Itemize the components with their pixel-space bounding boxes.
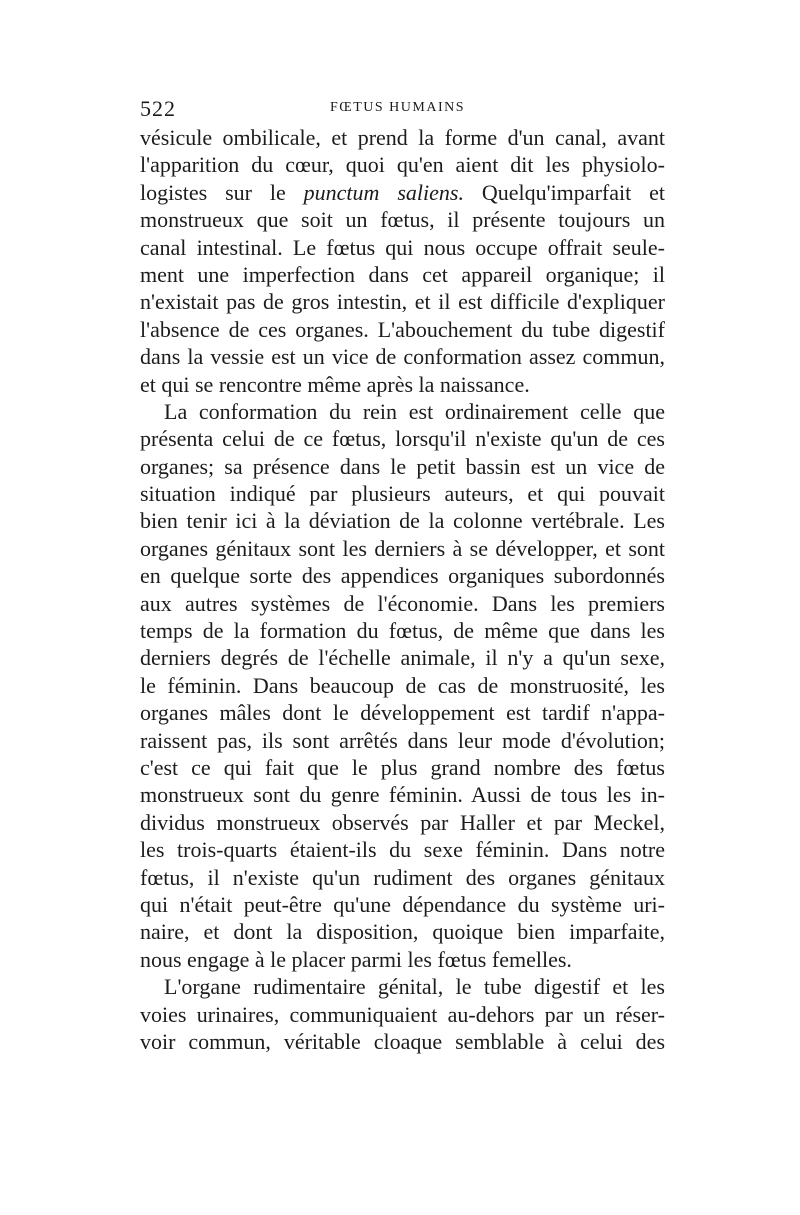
text-line [140,699,665,726]
text-line [140,562,665,589]
text-segment: canal intestinal. Le fœtus qui nous occupe offrait seule- [140,234,665,260]
text-segment: présenta celui de ce fœtus, lorsqu'il n'existe qu'un de ces [140,426,665,452]
text-line [140,754,665,781]
text-line [140,179,665,206]
text-line [140,316,665,343]
text-segment: monstrueux sont du genre féminin. Aussi de tous les in- [140,782,665,808]
text-segment: situation indiqué par plusieurs auteurs, et qui pouvait [140,481,665,507]
text-line [140,727,665,754]
text-segment: vésicule ombilicale, et prend la forme d'un canal, avant [140,125,665,150]
text-line [140,644,665,671]
text-segment: logistes sur le [140,179,304,205]
text-segment: naire, et dont la disposition, quoique bien imparfaite, [140,919,665,945]
text-segment: derniers degrés de l'échelle animale, il n'y a qu'un sexe, [140,645,665,671]
page-number: 522 [140,96,176,121]
text-line [140,288,665,315]
italic-text: punctum saliens. [303,179,464,205]
text-segment: monstrueux que soit un fœtus, il présente toujours un [140,207,665,233]
text-segment: L'organe rudimentaire génital, le tube digestif et les [164,974,665,1000]
text-line [140,946,665,973]
text-segment: c'est ce qui fait que le plus grand nombre des fœtus [140,754,665,780]
text-line [140,507,665,534]
text-segment: voies urinaires, communiquaient au-dehors par un réser- [140,1001,665,1027]
text-segment: l'absence de ces organes. L'abouchement du tube digestif [140,316,665,342]
body-text [140,124,665,1055]
text-line [140,343,665,370]
text-line [140,918,665,945]
text-segment: n'existait pas de gros intestin, et il est difficile d'expliquer [140,289,665,315]
text-line [140,672,665,699]
text-segment: qui n'était peut-être qu'une dépendance du système uri- [140,891,665,917]
text-segment: les trois-quarts étaient-ils du sexe féminin. Dans notre [140,837,665,863]
text-segment: le féminin. Dans beaucoup de cas de monstruosité, les [140,672,665,698]
text-segment: raissent pas, ils sont arrêtés dans leur mode d'évolution; [140,727,665,753]
text-segment: voir commun, véritable cloaque semblable à celui des [140,1028,665,1054]
text-segment: La conformation du rein est ordinairement celle que [164,398,665,424]
text-line [140,480,665,507]
text-line [140,617,665,644]
text-segment: organes; sa présence dans le petit bassin est un vice de [140,453,665,479]
text-segment: bien tenir ici à la déviation de la colonne vertébrale. Les [140,508,665,534]
running-head: FŒTUS HUMAINS [330,100,466,115]
text-line [140,836,665,863]
text-line [140,891,665,918]
text-line [140,535,665,562]
text-segment: aux autres systèmes de l'économie. Dans les premiers [140,590,665,616]
text-line [140,590,665,617]
text-line [140,151,665,178]
text-line [140,425,665,452]
text-line [140,973,665,1000]
text-segment: fœtus, il n'existe qu'un rudiment des organes génitaux [140,864,665,890]
text-line [140,453,665,480]
text-line [140,1001,665,1028]
text-line [140,1028,665,1055]
text-segment: organes génitaux sont les derniers à se développer, et sont [140,535,665,561]
text-segment: ment une imperfection dans cet appareil organique; il [140,261,665,287]
text-line [140,809,665,836]
text-segment: Quelqu'imparfait et [463,179,665,205]
text-line [140,864,665,891]
page-header [140,96,660,126]
text-segment: et qui se rencontre même après la naissance. [140,371,530,397]
text-segment: dans la vessie est un vice de conformation assez commun, [140,344,665,370]
text-line [140,234,665,261]
text-segment: l'apparition du cœur, quoi qu'en aient dit les physiolo- [140,152,665,178]
text-line [140,124,665,151]
text-line [140,261,665,288]
text-segment: en quelque sorte des appendices organiques subordonnés [140,563,665,589]
text-segment: nous engage à le placer parmi les fœtus femelles. [140,946,572,972]
text-line [140,398,665,425]
text-line [140,371,665,398]
text-line [140,206,665,233]
text-segment: organes mâles dont le développement est tardif n'appa- [140,700,665,726]
text-segment: dividus monstrueux observés par Haller et par Meckel, [140,809,665,835]
text-line [140,781,665,808]
text-segment: temps de la formation du fœtus, de même que dans les [140,618,665,644]
